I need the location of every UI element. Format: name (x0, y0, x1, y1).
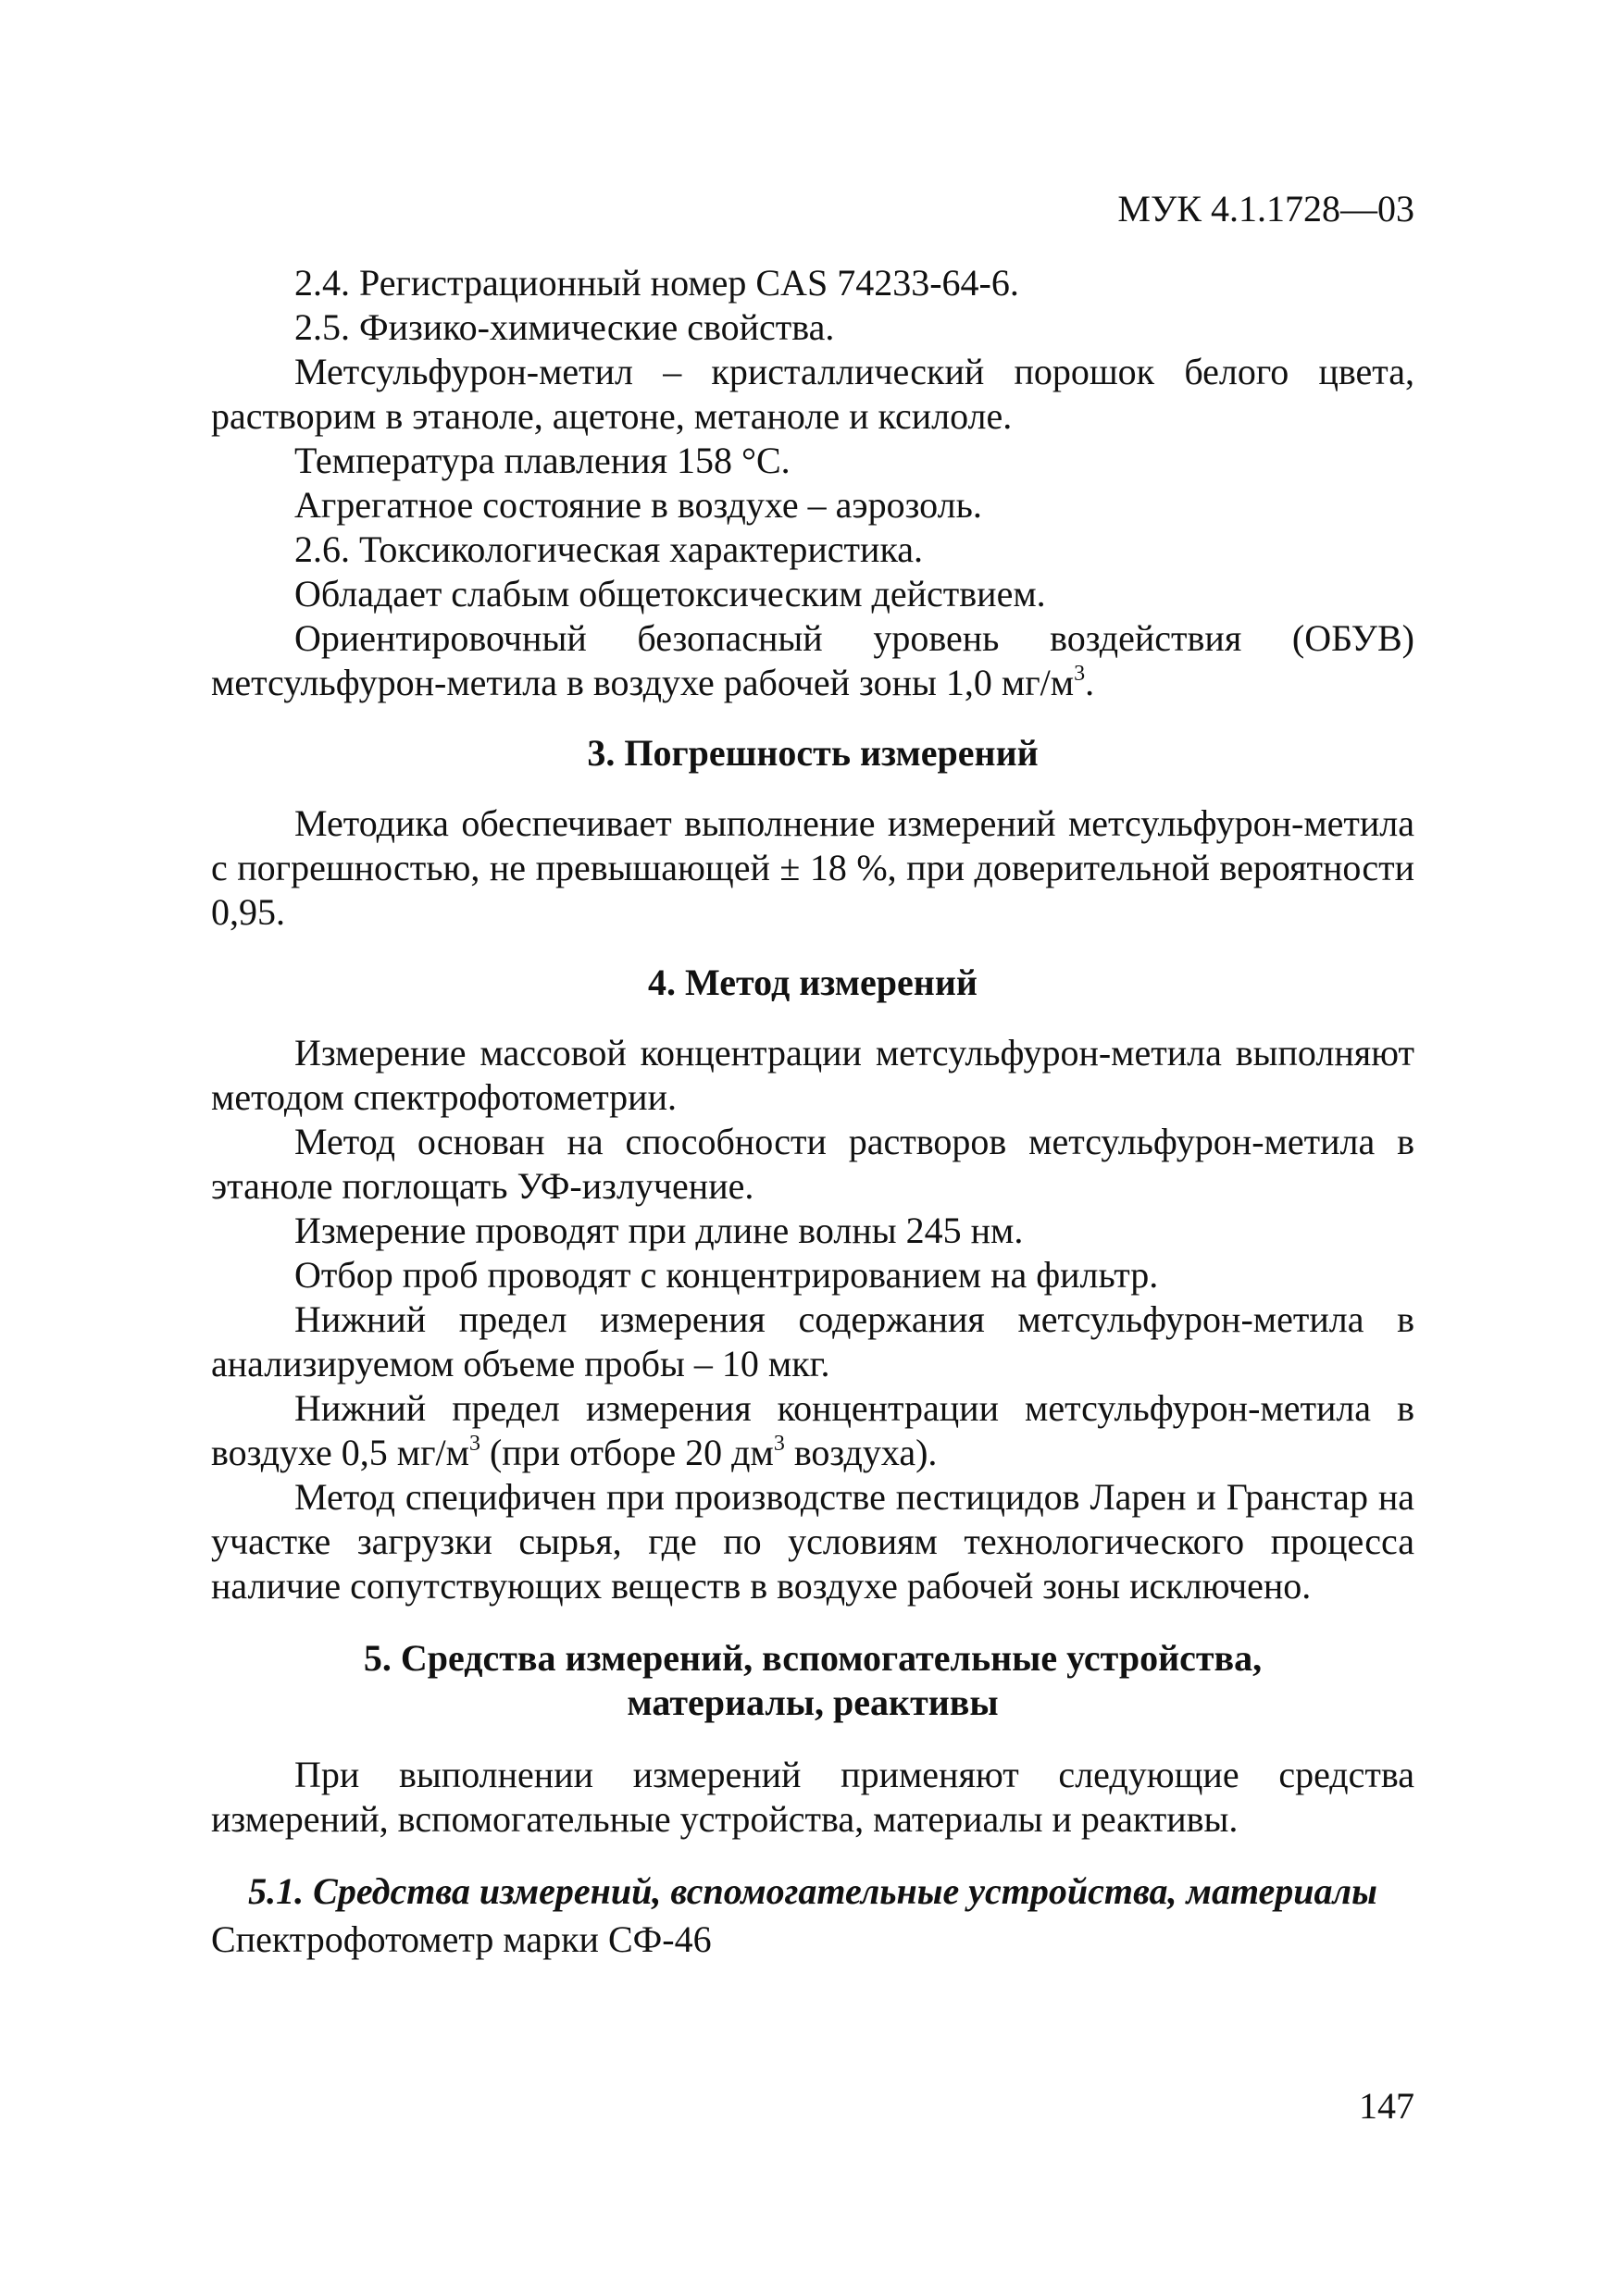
physchem-properties-paragraph: 2.5. Физико-химические свойства. (294, 306, 835, 348)
toxicity-paragraph: Обладает слабым общетоксическим действием. (294, 573, 1046, 614)
melting-point-paragraph: Температура плавления 158 °С. (294, 440, 791, 481)
method-paragraph-1: Измерение массовой концентрации метсульфурон-метила выполняют методом спектрофотометрии. (211, 1032, 1414, 1118)
obuv-text: Ориентировочный безопасный уровень воздействия (ОБУВ) метсульфурон-метила в воздухе рабочей зоны 1,0 мг/м (211, 617, 1414, 703)
method-paragraph-2: Метод основан на способности растворов метсульфурон-метила в этаноле поглощать УФ-излучение. (211, 1121, 1414, 1207)
section-5-heading-line-1: 5. Средства измерений, вспомогательные устройства, (363, 1637, 1263, 1679)
method-paragraph-6 (211, 1386, 1414, 1475)
section-3-heading: 3. Погрешность измерений (587, 732, 1039, 774)
section-5-heading (211, 1636, 1414, 1725)
aggregate-state-paragraph: Агрегатное состояние в воздухе – аэрозоль. (294, 484, 982, 526)
method-paragraph-7: Метод специфичен при производстве пестицидов Ларен и Гранстар на участке загрузки сырья, где по условиям технологического процесса наличие сопутствующих веществ в воздухе рабочей зоны исключено. (211, 1476, 1414, 1607)
obuv-end: . (1085, 662, 1095, 703)
subsection-5-1-heading: 5.1. Средства измерений, вспомогательные устройства, материалы (248, 1870, 1377, 1912)
cas-number-paragraph: 2.4. Регистрационный номер CAS 74233-64-6. (294, 262, 1019, 304)
lower-limit-sup-2: 3 (773, 1431, 785, 1456)
method-paragraph-5: Нижний предел измерения содержания метсульфурон-метила в анализируемом объеме пробы – 10 мкг. (211, 1298, 1414, 1384)
error-paragraph: Методика обеспечивает выполнение измерений метсульфурон-метила с погрешностью, не превышающей ± 18 %, при доверительной вероятности 0,95. (211, 802, 1414, 933)
section-4-heading: 4. Метод измерений (648, 962, 978, 1003)
lower-limit-sup-1: 3 (468, 1431, 480, 1456)
page-number: 147 (1359, 2085, 1414, 2127)
document-page (211, 183, 1414, 1962)
toxicology-paragraph: 2.6. Токсикологическая характеристика. (294, 528, 924, 570)
document-code-header: МУК 4.1.1728—03 (1117, 188, 1414, 230)
obuv-paragraph (211, 616, 1414, 705)
obuv-superscript: 3 (1074, 661, 1086, 686)
lower-limit-text-b: (при отборе 20 дм (479, 1432, 774, 1473)
lower-limit-text-a: Нижний предел измерения концентрации метсульфурон-метила в воздухе 0,5 мг/м (211, 1387, 1414, 1473)
method-paragraph-4: Отбор проб проводят с концентрированием на фильтр. (294, 1254, 1159, 1296)
instruments-intro-paragraph: При выполнении измерений применяют следующие средства измерений, вспомогательные устройства, материалы и реактивы. (211, 1754, 1414, 1840)
spectrophotometer-line: Спектрофотометр марки СФ-46 (211, 1918, 712, 1960)
appearance-paragraph: Метсульфурон-метил – кристаллический порошок белого цвета, растворим в этаноле, ацетоне, метаноле и ксилоле. (211, 351, 1414, 437)
section-5-heading-line-2: материалы, реактивы (627, 1682, 999, 1723)
lower-limit-text-c: воздуха). (784, 1432, 938, 1473)
method-paragraph-3: Измерение проводят при длине волны 245 нм. (294, 1210, 1024, 1251)
